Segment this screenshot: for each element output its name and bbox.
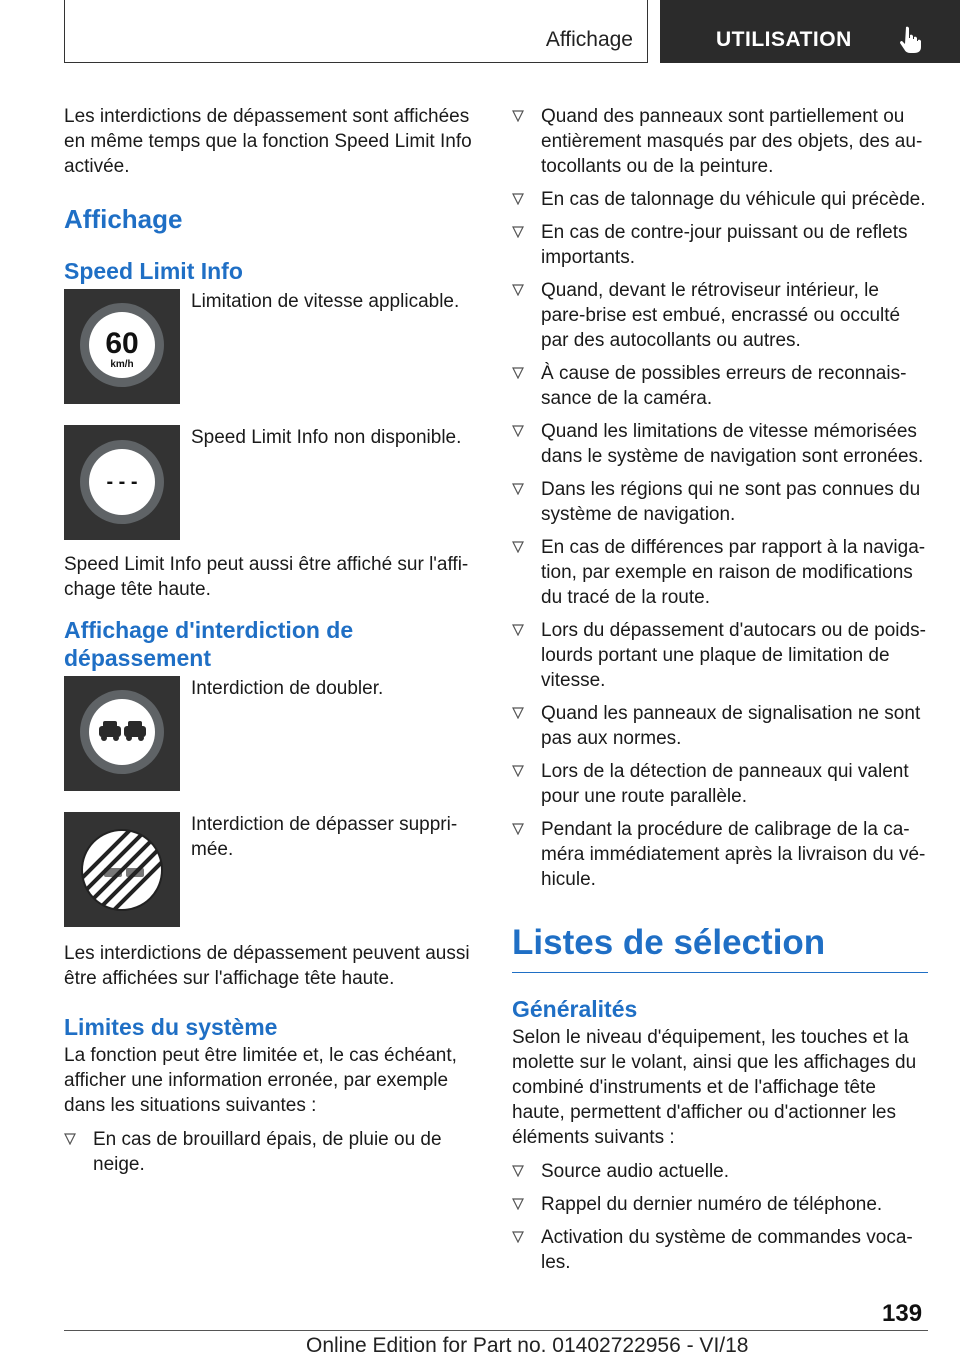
list-item-text: Quand les panneaux de signalisation ne sont pas aux normes. <box>541 703 921 749</box>
sign-row-unavailable <box>64 425 484 540</box>
list-item-text: En cas de talonnage du véhicule qui précède. <box>541 189 926 210</box>
list-item <box>512 1192 928 1217</box>
speed-hud-paragraph: Speed Limit Info peut aussi être affiché sur l'affi-chage tête haute. <box>64 554 469 600</box>
spacer <box>512 469 928 477</box>
list-item <box>512 220 928 270</box>
header-section-title: Affichage <box>545 28 633 51</box>
list-item <box>512 104 928 179</box>
triangle-bullet-icon <box>512 483 524 495</box>
heading-affichage: Affichage <box>64 204 183 234</box>
end-no-overtaking-description: Interdiction de dépasser suppri-mée. <box>191 814 458 860</box>
triangle-bullet-icon <box>512 226 524 238</box>
triangle-bullet-icon <box>512 707 524 719</box>
end-no-overtaking-sign <box>64 812 180 927</box>
selection-list <box>512 1159 928 1275</box>
list-item <box>512 1225 928 1275</box>
list-item-text: Lors de la détection de panneaux qui valent pour une route parallèle. <box>541 761 909 807</box>
list-item-text: Quand les limitations de vitesse mémorisées dans le système de navigation sont erronées. <box>541 421 924 467</box>
heading-selection-lists: Listes de sélection <box>512 922 928 973</box>
list-item <box>512 535 928 610</box>
limits-intro-paragraph: La fonction peut être limitée et, le cas échéant, afficher une information erronée, par exemple dans les situations suivantes : <box>64 1045 457 1116</box>
spacer <box>512 1217 928 1225</box>
list-item <box>512 477 928 527</box>
list-item-text: En cas de contre-jour puissant ou de reflets importants. <box>541 222 908 268</box>
spacer <box>512 270 928 278</box>
triangle-bullet-icon <box>512 1231 524 1243</box>
list-item <box>512 618 928 693</box>
spacer <box>512 809 928 817</box>
triangle-bullet-icon <box>512 425 524 437</box>
speed-limit-description: Limitation de vitesse applicable. <box>191 291 460 312</box>
heading-general: Généralités <box>512 996 638 1022</box>
spacer <box>512 212 928 220</box>
list-item-text: En cas de brouillard épais, de pluie ou de neige. <box>93 1129 442 1175</box>
list-item <box>512 419 928 469</box>
sign-row-no-overtaking <box>64 676 484 791</box>
list-item-text: Quand des panneaux sont partiellement ou entièrement masqués par des objets, des au-tocollants ou de la peinture. <box>541 106 923 177</box>
spacer <box>512 411 928 419</box>
list-item <box>512 701 928 751</box>
right-column <box>512 104 928 1275</box>
no-overtaking-sign <box>64 676 180 791</box>
spacer <box>512 527 928 535</box>
triangle-bullet-icon <box>512 110 524 122</box>
no-overtaking-description: Interdiction de doubler. <box>191 678 384 699</box>
triangle-bullet-icon <box>512 823 524 835</box>
list-item-text: Rappel du dernier numéro de téléphone. <box>541 1194 883 1215</box>
header-chapter-box <box>660 0 960 63</box>
list-item-text: Dans les régions qui ne sont pas connues du système de navigation. <box>541 479 921 525</box>
spacer <box>512 751 928 759</box>
speed-limit-value: 60 <box>105 327 139 360</box>
list-item <box>512 1159 928 1184</box>
limits-list-left <box>64 1127 484 1177</box>
list-item <box>512 278 928 353</box>
limits-list-right <box>512 104 928 892</box>
triangle-bullet-icon <box>512 367 524 379</box>
heading-overtaking-display: Affichage d'interdiction de dépassement <box>64 617 354 671</box>
unavailable-dashes: - - - <box>106 471 138 493</box>
triangle-bullet-icon <box>64 1133 76 1145</box>
page-number: 139 <box>882 1300 923 1327</box>
heading-speed-limit-info: Speed Limit Info <box>64 258 243 284</box>
spacer <box>512 353 928 361</box>
list-item-text: Quand, devant le rétroviseur intérieur, le pare-brise est embué, encrassé ou occulté par des autocollants ou autres. <box>541 280 901 351</box>
header-chapter-title: UTILISATION <box>716 28 852 51</box>
list-item <box>64 1127 484 1177</box>
unavailable-description: Speed Limit Info non disponible. <box>191 427 462 448</box>
triangle-bullet-icon <box>512 624 524 636</box>
triangle-bullet-icon <box>512 541 524 553</box>
sign-row-end-no-overtaking <box>64 812 484 927</box>
list-item-text: En cas de différences par rapport à la naviga-tion, par exemple en raison de modifications du tracé de la route. <box>541 537 926 608</box>
list-item-text: À cause de possibles erreurs de reconnais-sance de la caméra. <box>541 363 907 409</box>
list-item <box>512 817 928 892</box>
triangle-bullet-icon <box>512 1165 524 1177</box>
intro-paragraph: Les interdictions de dépassement sont affichées en même temps que la fonction Speed Limit Info activée. <box>64 106 472 177</box>
list-item <box>512 187 928 212</box>
speed-limit-unavailable-sign <box>64 425 180 540</box>
footer-edition: Online Edition for Part no. 01402722956 - VI/18 <box>306 1334 749 1357</box>
triangle-bullet-icon <box>512 765 524 777</box>
sign-row-speed-limit <box>64 289 484 404</box>
footer-divider <box>64 1330 928 1331</box>
triangle-bullet-icon <box>512 193 524 205</box>
spacer <box>512 610 928 618</box>
speed-limit-sign <box>64 289 180 404</box>
spacer <box>512 179 928 187</box>
list-item <box>512 759 928 809</box>
triangle-bullet-icon <box>512 284 524 296</box>
general-paragraph: Selon le niveau d'équipement, les touches et la molette sur le volant, ainsi que les affichages du combiné d'instruments et de l'affichage tête haute, permettent d'afficher ou d'actionner les éléments suivants : <box>512 1027 917 1148</box>
left-column <box>64 104 484 1177</box>
header-section-box <box>64 0 648 63</box>
overtaking-hud-paragraph: Les interdictions de dépassement peuvent aussi être affichées sur l'affichage tête haute. <box>64 943 470 989</box>
triangle-bullet-icon <box>512 1198 524 1210</box>
pointing-hand-icon <box>894 24 924 54</box>
list-item-text: Source audio actuelle. <box>541 1161 730 1182</box>
list-item-text: Activation du système de commandes voca-les. <box>541 1227 913 1273</box>
list-item-text: Lors du dépassement d'autocars ou de poids-lourds portant une plaque de limitation de vitesse. <box>541 620 926 691</box>
list-item-text: Pendant la procédure de calibrage de la ca-méra immédiatement après la livraison du vé-hicule. <box>541 819 926 890</box>
heading-system-limits: Limites du système <box>64 1014 278 1040</box>
speed-limit-unit: km/h <box>110 359 134 370</box>
list-item <box>512 361 928 411</box>
spacer <box>512 693 928 701</box>
spacer <box>512 1184 928 1192</box>
